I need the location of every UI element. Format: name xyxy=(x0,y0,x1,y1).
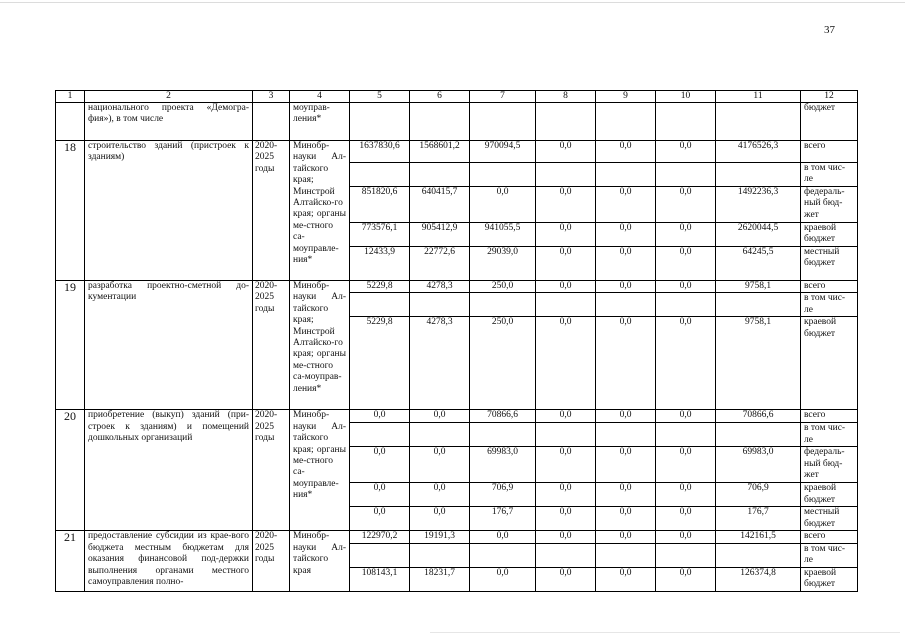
value-cell: 941055,5 xyxy=(470,223,536,247)
value-cell xyxy=(596,293,656,317)
source-cell: краевой бюджет xyxy=(801,483,858,507)
value-cell xyxy=(656,423,716,447)
header-cell: 9 xyxy=(596,91,656,103)
value-cell: 0,0 xyxy=(656,410,716,423)
value-cell: 0,0 xyxy=(536,410,596,423)
value-cell: 19191,3 xyxy=(410,531,470,543)
scan-artifact-line xyxy=(430,632,900,633)
value-cell xyxy=(716,543,801,567)
executor-cell: Минобр-науки Ал-тайского края; Минстрой Алтайско-го края; органы ме-стного са-моуправле-ния* xyxy=(290,141,350,281)
value-cell: 0,0 xyxy=(536,531,596,543)
value-cell: 0,0 xyxy=(596,187,656,223)
value-cell: 1637830,6 xyxy=(350,141,410,163)
source-cell: в том чис-ле xyxy=(801,293,858,317)
source-cell: всего xyxy=(801,141,858,163)
header-cell: 11 xyxy=(716,91,801,103)
header-cell: 10 xyxy=(656,91,716,103)
value-cell xyxy=(410,163,470,187)
years-cell: 2020-2025 годы xyxy=(253,531,290,591)
value-cell xyxy=(350,423,410,447)
value-cell: 0,0 xyxy=(536,141,596,163)
value-cell: 0,0 xyxy=(656,141,716,163)
value-cell: 29039,0 xyxy=(470,247,536,281)
executor-cell: моуправ-ления* xyxy=(290,103,350,141)
value-cell: 0,0 xyxy=(656,531,716,543)
value-cell xyxy=(536,423,596,447)
row-number-cell: 18 xyxy=(56,141,85,281)
source-cell: бюджет xyxy=(801,103,858,141)
value-cell: 0,0 xyxy=(536,567,596,591)
value-cell: 70866,6 xyxy=(470,410,536,423)
value-cell xyxy=(470,423,536,447)
value-cell: 12433,9 xyxy=(350,247,410,281)
header-cell: 1 xyxy=(56,91,85,103)
measure-name-cell: предоставление субсидии из крае-вого бюджета местным бюджетам для оказания финансовой под-держки выполнения органами местного самоуправления полно- xyxy=(85,531,253,591)
value-cell: 4176526,3 xyxy=(716,141,801,163)
value-cell: 0,0 xyxy=(536,247,596,281)
value-cell: 22772,6 xyxy=(410,247,470,281)
value-cell: 9758,1 xyxy=(716,317,801,410)
value-cell: 0,0 xyxy=(596,141,656,163)
value-cell: 0,0 xyxy=(596,531,656,543)
value-cell xyxy=(350,103,410,141)
years-cell: 2020-2025 годы xyxy=(253,410,290,531)
value-cell: 851820,6 xyxy=(350,187,410,223)
value-cell xyxy=(656,103,716,141)
value-cell xyxy=(410,103,470,141)
budget-table xyxy=(55,90,858,592)
value-cell: 0,0 xyxy=(536,281,596,293)
value-cell: 0,0 xyxy=(410,447,470,483)
value-cell: 0,0 xyxy=(596,447,656,483)
years-cell: 2020-2025 годы xyxy=(253,281,290,410)
value-cell xyxy=(536,163,596,187)
header-cell: 12 xyxy=(801,91,858,103)
value-cell: 905412,9 xyxy=(410,223,470,247)
value-cell: 69983,0 xyxy=(470,447,536,483)
row-number-cell xyxy=(56,103,85,141)
value-cell xyxy=(656,543,716,567)
row-number-cell: 19 xyxy=(56,281,85,410)
value-cell: 706,9 xyxy=(470,483,536,507)
value-cell: 250,0 xyxy=(470,317,536,410)
value-cell: 0,0 xyxy=(596,247,656,281)
value-cell: 0,0 xyxy=(350,483,410,507)
value-cell xyxy=(536,293,596,317)
page-number: 37 xyxy=(824,24,835,36)
measure-name-cell: приобретение (выкуп) зданий (при-строек к зданиям) и помещений дошкольных организаций xyxy=(85,410,253,531)
value-cell: 0,0 xyxy=(656,567,716,591)
header-cell: 2 xyxy=(85,91,253,103)
table-row-18 xyxy=(56,141,858,163)
value-cell: 126374,8 xyxy=(716,567,801,591)
value-cell xyxy=(596,543,656,567)
value-cell xyxy=(536,543,596,567)
value-cell: 0,0 xyxy=(536,187,596,223)
value-cell: 706,9 xyxy=(716,483,801,507)
value-cell: 4278,3 xyxy=(410,317,470,410)
value-cell: 0,0 xyxy=(350,447,410,483)
source-cell: федераль-ный бюд-жет xyxy=(801,447,858,483)
executor-cell: Минобр-науки Ал-тайского края; Минстрой Алтайско-го края; органы ме-стного са-моуправ-ления* xyxy=(290,281,350,410)
value-cell: 0,0 xyxy=(410,507,470,531)
source-cell: всего xyxy=(801,410,858,423)
years-cell xyxy=(253,103,290,141)
value-cell: 70866,6 xyxy=(716,410,801,423)
value-cell: 0,0 xyxy=(470,531,536,543)
value-cell: 0,0 xyxy=(596,567,656,591)
value-cell: 0,0 xyxy=(656,507,716,531)
value-cell: 970094,5 xyxy=(470,141,536,163)
value-cell xyxy=(350,543,410,567)
header-cell: 5 xyxy=(350,91,410,103)
source-cell: в том чис-ле xyxy=(801,423,858,447)
value-cell: 0,0 xyxy=(656,223,716,247)
years-cell: 2020-2025 годы xyxy=(253,141,290,281)
measure-name-cell: строительство зданий (пристроек к зданиям) xyxy=(85,141,253,281)
value-cell: 0,0 xyxy=(536,317,596,410)
header-cell: 3 xyxy=(253,91,290,103)
value-cell: 69983,0 xyxy=(716,447,801,483)
value-cell: 773576,1 xyxy=(350,223,410,247)
header-cell: 4 xyxy=(290,91,350,103)
table-row-19 xyxy=(56,281,858,293)
value-cell xyxy=(596,423,656,447)
value-cell: 0,0 xyxy=(470,567,536,591)
value-cell xyxy=(350,293,410,317)
header-cell: 8 xyxy=(536,91,596,103)
value-cell: 5229,8 xyxy=(350,281,410,293)
source-cell: всего xyxy=(801,281,858,293)
value-cell: 0,0 xyxy=(656,187,716,223)
value-cell xyxy=(656,293,716,317)
value-cell xyxy=(716,293,801,317)
executor-cell: Минобр-науки Ал-тайского края xyxy=(290,531,350,591)
value-cell xyxy=(716,423,801,447)
executor-cell: Минобр-науки Ал-тайского края; органы ме-стного са-моуправле-ния* xyxy=(290,410,350,531)
value-cell: 0,0 xyxy=(596,483,656,507)
value-cell xyxy=(410,293,470,317)
value-cell: 0,0 xyxy=(470,187,536,223)
value-cell: 0,0 xyxy=(350,410,410,423)
value-cell: 0,0 xyxy=(656,483,716,507)
value-cell: 640415,7 xyxy=(410,187,470,223)
measure-name-cell: национального проекта «Демогра-фия»), в том числе xyxy=(85,103,253,141)
value-cell: 250,0 xyxy=(470,281,536,293)
value-cell: 0,0 xyxy=(656,281,716,293)
value-cell: 0,0 xyxy=(536,483,596,507)
value-cell: 64245,5 xyxy=(716,247,801,281)
value-cell xyxy=(470,293,536,317)
value-cell: 142161,5 xyxy=(716,531,801,543)
value-cell: 176,7 xyxy=(470,507,536,531)
source-cell: местный бюджет xyxy=(801,507,858,531)
value-cell: 0,0 xyxy=(350,507,410,531)
value-cell xyxy=(470,163,536,187)
value-cell: 0,0 xyxy=(596,281,656,293)
value-cell: 0,0 xyxy=(656,317,716,410)
source-cell: всего xyxy=(801,531,858,543)
value-cell: 1568601,2 xyxy=(410,141,470,163)
value-cell: 0,0 xyxy=(536,447,596,483)
value-cell: 176,7 xyxy=(716,507,801,531)
value-cell xyxy=(716,163,801,187)
value-cell xyxy=(410,543,470,567)
source-cell: краевой бюджет xyxy=(801,223,858,247)
source-cell: в том чис-ле xyxy=(801,163,858,187)
value-cell: 0,0 xyxy=(596,317,656,410)
value-cell xyxy=(536,103,596,141)
value-cell: 9758,1 xyxy=(716,281,801,293)
value-cell: 0,0 xyxy=(536,223,596,247)
value-cell: 0,0 xyxy=(656,447,716,483)
value-cell: 2620044,5 xyxy=(716,223,801,247)
source-cell: местный бюджет xyxy=(801,247,858,281)
value-cell: 0,0 xyxy=(536,507,596,531)
value-cell xyxy=(656,163,716,187)
row-number-cell: 21 xyxy=(56,531,85,591)
value-cell: 0,0 xyxy=(596,507,656,531)
source-cell: федераль-ный бюд-жет xyxy=(801,187,858,223)
value-cell: 0,0 xyxy=(596,410,656,423)
value-cell: 108143,1 xyxy=(350,567,410,591)
value-cell xyxy=(410,423,470,447)
row-number-cell: 20 xyxy=(56,410,85,531)
scan-artifact-line xyxy=(0,2,905,3)
value-cell xyxy=(470,103,536,141)
value-cell: 0,0 xyxy=(410,410,470,423)
header-cell: 6 xyxy=(410,91,470,103)
value-cell xyxy=(596,163,656,187)
table-row-21 xyxy=(56,531,858,543)
value-cell: 4278,3 xyxy=(410,281,470,293)
value-cell: 0,0 xyxy=(410,483,470,507)
table-row-20 xyxy=(56,410,858,423)
value-cell xyxy=(470,543,536,567)
value-cell: 5229,8 xyxy=(350,317,410,410)
table-row-continuation xyxy=(56,103,858,141)
measure-name-cell: разработка проектно-сметной до-кументации xyxy=(85,281,253,410)
header-row xyxy=(56,91,858,103)
value-cell: 0,0 xyxy=(596,223,656,247)
value-cell xyxy=(350,163,410,187)
value-cell: 18231,7 xyxy=(410,567,470,591)
header-cell: 7 xyxy=(470,91,536,103)
source-cell: в том чис-ле xyxy=(801,543,858,567)
source-cell: краевой бюджет xyxy=(801,567,858,591)
source-cell: краевой бюджет xyxy=(801,317,858,410)
value-cell: 0,0 xyxy=(656,247,716,281)
value-cell: 1492236,3 xyxy=(716,187,801,223)
value-cell xyxy=(716,103,801,141)
value-cell: 122970,2 xyxy=(350,531,410,543)
value-cell xyxy=(596,103,656,141)
